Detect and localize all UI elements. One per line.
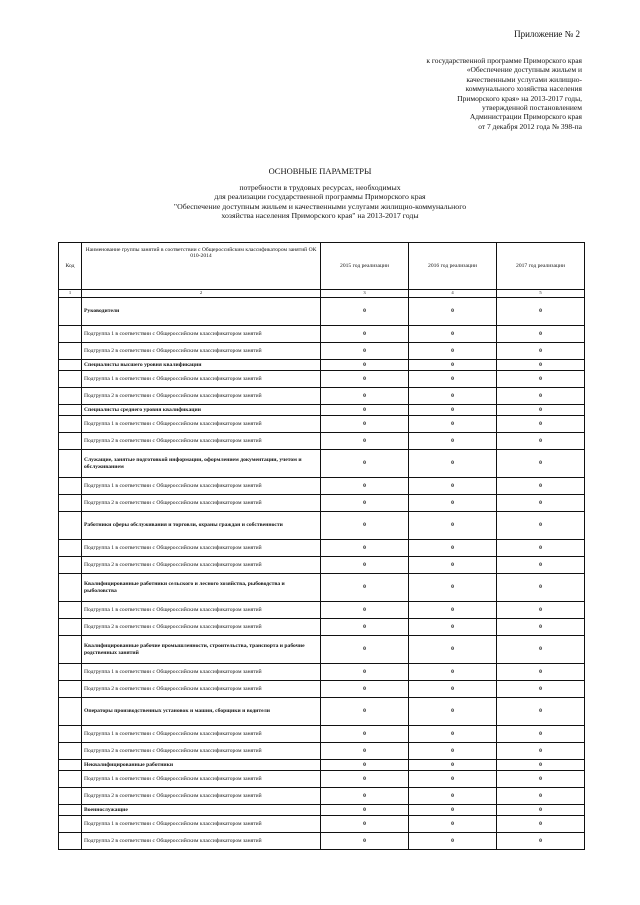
table-row-group bbox=[59, 805, 585, 816]
row-code bbox=[59, 343, 82, 360]
row-value-2016: 0 bbox=[409, 360, 497, 371]
row-code bbox=[59, 450, 82, 478]
row-code bbox=[59, 512, 82, 540]
row-name: Подгруппа 1 в соответствии с Общероссийским классификатором занятий bbox=[82, 602, 321, 619]
table-row-subgroup bbox=[59, 557, 585, 574]
row-value-2017: 0 bbox=[497, 664, 585, 681]
row-value-2016: 0 bbox=[409, 433, 497, 450]
row-value-2017: 0 bbox=[497, 343, 585, 360]
approval-line: утвержденной постановлением bbox=[482, 103, 582, 113]
row-value-2016: 0 bbox=[409, 788, 497, 805]
table-row-subgroup bbox=[59, 326, 585, 343]
row-value-2016: 0 bbox=[409, 743, 497, 760]
table-row-subgroup bbox=[59, 416, 585, 433]
subtitle-line: хозяйства населения Приморского края" на 2013-2017 годы bbox=[221, 211, 419, 221]
row-value-2015: 0 bbox=[321, 574, 409, 602]
table-row-group bbox=[59, 636, 585, 664]
row-code bbox=[59, 540, 82, 557]
row-value-2017: 0 bbox=[497, 602, 585, 619]
row-value-2017: 0 bbox=[497, 743, 585, 760]
table-row-subgroup bbox=[59, 540, 585, 557]
table-row-subgroup bbox=[59, 371, 585, 388]
row-value-2017: 0 bbox=[497, 298, 585, 326]
row-code bbox=[59, 405, 82, 416]
row-value-2016: 0 bbox=[409, 602, 497, 619]
row-name: Подгруппа 2 в соответствии с Общероссийским классификатором занятий bbox=[82, 557, 321, 574]
row-value-2016: 0 bbox=[409, 816, 497, 833]
table-row-subgroup bbox=[59, 771, 585, 788]
row-value-2017: 0 bbox=[497, 636, 585, 664]
approval-line: к государственной программе Приморского края bbox=[426, 56, 582, 65]
table-row-subgroup bbox=[59, 664, 585, 681]
row-value-2016: 0 bbox=[409, 726, 497, 743]
row-name: Подгруппа 1 в соответствии с Общероссийским классификатором занятий bbox=[82, 478, 321, 495]
table-row-subgroup bbox=[59, 726, 585, 743]
row-value-2015: 0 bbox=[321, 540, 409, 557]
row-value-2015: 0 bbox=[321, 495, 409, 512]
row-value-2015: 0 bbox=[321, 726, 409, 743]
row-code bbox=[59, 371, 82, 388]
row-code bbox=[59, 726, 82, 743]
row-name: Специалисты высшего уровня квалификации bbox=[82, 360, 321, 371]
row-value-2016: 0 bbox=[409, 450, 497, 478]
row-value-2016: 0 bbox=[409, 298, 497, 326]
row-value-2017: 0 bbox=[497, 495, 585, 512]
table-row-subgroup bbox=[59, 743, 585, 760]
row-code bbox=[59, 360, 82, 371]
row-value-2016: 0 bbox=[409, 371, 497, 388]
row-value-2015: 0 bbox=[321, 619, 409, 636]
row-value-2015: 0 bbox=[321, 771, 409, 788]
table-row-subgroup bbox=[59, 495, 585, 512]
row-value-2015: 0 bbox=[321, 698, 409, 726]
row-value-2017: 0 bbox=[497, 388, 585, 405]
table-row-group bbox=[59, 405, 585, 416]
column-index: 3 bbox=[321, 290, 409, 298]
row-code bbox=[59, 557, 82, 574]
row-name: Квалифицированные рабочие промышленности, строительства, транспорта и рабочие родственных занятий bbox=[82, 636, 321, 664]
row-code bbox=[59, 574, 82, 602]
row-value-2017: 0 bbox=[497, 619, 585, 636]
table-row-group bbox=[59, 760, 585, 771]
row-value-2017: 0 bbox=[497, 360, 585, 371]
row-value-2015: 0 bbox=[321, 760, 409, 771]
row-name: Подгруппа 2 в соответствии с Общероссийским классификатором занятий bbox=[82, 433, 321, 450]
row-value-2017: 0 bbox=[497, 540, 585, 557]
row-value-2016: 0 bbox=[409, 771, 497, 788]
row-code bbox=[59, 816, 82, 833]
row-value-2015: 0 bbox=[321, 805, 409, 816]
row-name: Подгруппа 1 в соответствии с Общероссийским классификатором занятий bbox=[82, 416, 321, 433]
row-name: Специалисты среднего уровня квалификации bbox=[82, 405, 321, 416]
table-row-subgroup bbox=[59, 681, 585, 698]
row-value-2017: 0 bbox=[497, 788, 585, 805]
row-value-2017: 0 bbox=[497, 326, 585, 343]
row-value-2016: 0 bbox=[409, 681, 497, 698]
row-value-2015: 0 bbox=[321, 360, 409, 371]
row-value-2017: 0 bbox=[497, 433, 585, 450]
row-value-2015: 0 bbox=[321, 743, 409, 760]
table-row-subgroup bbox=[59, 433, 585, 450]
table-row-subgroup bbox=[59, 343, 585, 360]
row-value-2016: 0 bbox=[409, 540, 497, 557]
column-index: 5 bbox=[497, 290, 585, 298]
header-2017: 2017 год реализации bbox=[497, 243, 585, 290]
row-value-2017: 0 bbox=[497, 512, 585, 540]
row-code bbox=[59, 771, 82, 788]
row-value-2015: 0 bbox=[321, 664, 409, 681]
row-value-2016: 0 bbox=[409, 478, 497, 495]
row-value-2016: 0 bbox=[409, 805, 497, 816]
row-value-2017: 0 bbox=[497, 681, 585, 698]
column-index: 4 bbox=[409, 290, 497, 298]
row-value-2017: 0 bbox=[497, 726, 585, 743]
row-value-2017: 0 bbox=[497, 771, 585, 788]
row-code bbox=[59, 664, 82, 681]
row-value-2017: 0 bbox=[497, 450, 585, 478]
row-value-2017: 0 bbox=[497, 371, 585, 388]
row-code bbox=[59, 478, 82, 495]
row-value-2015: 0 bbox=[321, 602, 409, 619]
table-row-group bbox=[59, 450, 585, 478]
row-value-2015: 0 bbox=[321, 478, 409, 495]
row-value-2016: 0 bbox=[409, 416, 497, 433]
row-value-2017: 0 bbox=[497, 805, 585, 816]
row-value-2015: 0 bbox=[321, 833, 409, 850]
row-code bbox=[59, 743, 82, 760]
row-name: Подгруппа 2 в соответствии с Общероссийским классификатором занятий bbox=[82, 833, 321, 850]
row-value-2017: 0 bbox=[497, 405, 585, 416]
row-value-2015: 0 bbox=[321, 326, 409, 343]
row-value-2017: 0 bbox=[497, 557, 585, 574]
row-value-2017: 0 bbox=[497, 416, 585, 433]
row-code bbox=[59, 788, 82, 805]
table-row-group bbox=[59, 512, 585, 540]
row-name: Подгруппа 1 в соответствии с Общероссийским классификатором занятий bbox=[82, 816, 321, 833]
row-value-2016: 0 bbox=[409, 698, 497, 726]
row-code bbox=[59, 495, 82, 512]
row-code bbox=[59, 833, 82, 850]
row-name: Подгруппа 1 в соответствии с Общероссийским классификатором занятий bbox=[82, 771, 321, 788]
table-row-subgroup bbox=[59, 478, 585, 495]
row-code bbox=[59, 619, 82, 636]
table-row-group bbox=[59, 574, 585, 602]
row-value-2016: 0 bbox=[409, 636, 497, 664]
document-subtitle bbox=[130, 183, 510, 221]
row-value-2015: 0 bbox=[321, 388, 409, 405]
table-row-subgroup bbox=[59, 816, 585, 833]
row-value-2016: 0 bbox=[409, 343, 497, 360]
row-value-2015: 0 bbox=[321, 405, 409, 416]
row-value-2015: 0 bbox=[321, 557, 409, 574]
row-name: Подгруппа 1 в соответствии с Общероссийским классификатором занятий bbox=[82, 326, 321, 343]
row-value-2015: 0 bbox=[321, 416, 409, 433]
row-value-2017: 0 bbox=[497, 698, 585, 726]
row-value-2016: 0 bbox=[409, 388, 497, 405]
row-code bbox=[59, 326, 82, 343]
row-code bbox=[59, 388, 82, 405]
row-name: Подгруппа 1 в соответствии с Общероссийским классификатором занятий bbox=[82, 371, 321, 388]
row-code bbox=[59, 760, 82, 771]
row-code bbox=[59, 602, 82, 619]
approval-line: коммунального хозяйства населения bbox=[465, 84, 582, 94]
header-group-name: Наименование группы занятий в соответствии с Общероссийским классификатором занятий ОК 010-2014 bbox=[82, 243, 321, 290]
header-2015: 2015 год реализации bbox=[321, 243, 409, 290]
approval-block bbox=[372, 56, 582, 131]
row-name: Подгруппа 1 в соответствии с Общероссийским классификатором занятий bbox=[82, 540, 321, 557]
row-code bbox=[59, 433, 82, 450]
row-value-2016: 0 bbox=[409, 405, 497, 416]
approval-line: «Обеспечение доступным жильем и bbox=[466, 65, 582, 75]
column-index: 1 bbox=[59, 290, 82, 298]
table-row-subgroup bbox=[59, 602, 585, 619]
table-row-group bbox=[59, 298, 585, 326]
row-value-2016: 0 bbox=[409, 557, 497, 574]
table-row-subgroup bbox=[59, 388, 585, 405]
column-index: 2 bbox=[82, 290, 321, 298]
row-value-2015: 0 bbox=[321, 788, 409, 805]
header-2016: 2016 год реализации bbox=[409, 243, 497, 290]
approval-line: Администрации Приморского края bbox=[469, 112, 582, 122]
table-row-subgroup bbox=[59, 833, 585, 850]
row-code bbox=[59, 698, 82, 726]
row-value-2016: 0 bbox=[409, 619, 497, 636]
document-title: ОСНОВНЫЕ ПАРАМЕТРЫ bbox=[268, 166, 372, 176]
appendix-number: Приложение № 2 bbox=[514, 29, 580, 39]
row-name: Работники сферы обслуживания и торговли, охраны граждан и собственности bbox=[82, 512, 321, 540]
row-value-2017: 0 bbox=[497, 760, 585, 771]
row-value-2015: 0 bbox=[321, 433, 409, 450]
row-value-2016: 0 bbox=[409, 326, 497, 343]
row-value-2015: 0 bbox=[321, 816, 409, 833]
row-name: Служащие, занятые подготовкой информации, оформлением документации, учетом и обслуживанием bbox=[82, 450, 321, 478]
subtitle-line: "Обеспечение доступным жильем и качественными услугами жилищно-коммунального bbox=[173, 201, 467, 211]
row-value-2016: 0 bbox=[409, 760, 497, 771]
row-name: Военнослужащие bbox=[82, 805, 321, 816]
row-name: Подгруппа 2 в соответствии с Общероссийским классификатором занятий bbox=[82, 619, 321, 636]
header-code: Код bbox=[59, 243, 82, 290]
table-header-row bbox=[59, 243, 585, 290]
row-code bbox=[59, 416, 82, 433]
approval-line: Приморского края» на 2013-2017 годы, bbox=[457, 93, 582, 103]
row-name: Подгруппа 2 в соответствии с Общероссийским классификатором занятий bbox=[82, 743, 321, 760]
parameters-table bbox=[58, 242, 585, 850]
row-value-2017: 0 bbox=[497, 478, 585, 495]
column-index-row bbox=[59, 290, 585, 298]
row-value-2016: 0 bbox=[409, 512, 497, 540]
row-name: Подгруппа 2 в соответствии с Общероссийским классификатором занятий bbox=[82, 388, 321, 405]
row-value-2016: 0 bbox=[409, 833, 497, 850]
row-value-2017: 0 bbox=[497, 833, 585, 850]
row-code bbox=[59, 681, 82, 698]
row-name: Подгруппа 2 в соответствии с Общероссийским классификатором занятий bbox=[82, 495, 321, 512]
row-name: Квалифицированные работники сельского и лесного хозяйства, рыбоводства и рыболовства bbox=[82, 574, 321, 602]
table-row-group bbox=[59, 698, 585, 726]
row-name: Подгруппа 1 в соответствии с Общероссийским классификатором занятий bbox=[82, 726, 321, 743]
row-value-2015: 0 bbox=[321, 298, 409, 326]
row-name: Операторы производственных установок и машин, сборщики и водители bbox=[82, 698, 321, 726]
row-value-2015: 0 bbox=[321, 681, 409, 698]
row-value-2017: 0 bbox=[497, 816, 585, 833]
row-value-2015: 0 bbox=[321, 371, 409, 388]
row-name: Подгруппа 1 в соответствии с Общероссийским классификатором занятий bbox=[82, 664, 321, 681]
subtitle-line: потребности в трудовых ресурсах, необходимых bbox=[239, 183, 401, 192]
row-value-2015: 0 bbox=[321, 450, 409, 478]
row-value-2015: 0 bbox=[321, 636, 409, 664]
row-code bbox=[59, 298, 82, 326]
table-row-subgroup bbox=[59, 619, 585, 636]
row-name: Подгруппа 2 в соответствии с Общероссийским классификатором занятий bbox=[82, 788, 321, 805]
subtitle-line: для реализации государственной программы Приморского края bbox=[214, 192, 426, 202]
row-name: Подгруппа 2 в соответствии с Общероссийским классификатором занятий bbox=[82, 681, 321, 698]
row-value-2015: 0 bbox=[321, 512, 409, 540]
row-code bbox=[59, 636, 82, 664]
row-name: Неквалифицированные работники bbox=[82, 760, 321, 771]
row-value-2017: 0 bbox=[497, 574, 585, 602]
table-row-group bbox=[59, 360, 585, 371]
row-value-2016: 0 bbox=[409, 664, 497, 681]
approval-line: от 7 декабря 2012 года № 398-па bbox=[478, 121, 582, 131]
row-value-2016: 0 bbox=[409, 495, 497, 512]
row-code bbox=[59, 805, 82, 816]
row-name: Руководители bbox=[82, 298, 321, 326]
row-name: Подгруппа 2 в соответствии с Общероссийским классификатором занятий bbox=[82, 343, 321, 360]
row-value-2016: 0 bbox=[409, 574, 497, 602]
table-row-subgroup bbox=[59, 788, 585, 805]
row-value-2015: 0 bbox=[321, 343, 409, 360]
approval-line: качественными услугами жилищно- bbox=[466, 74, 582, 84]
